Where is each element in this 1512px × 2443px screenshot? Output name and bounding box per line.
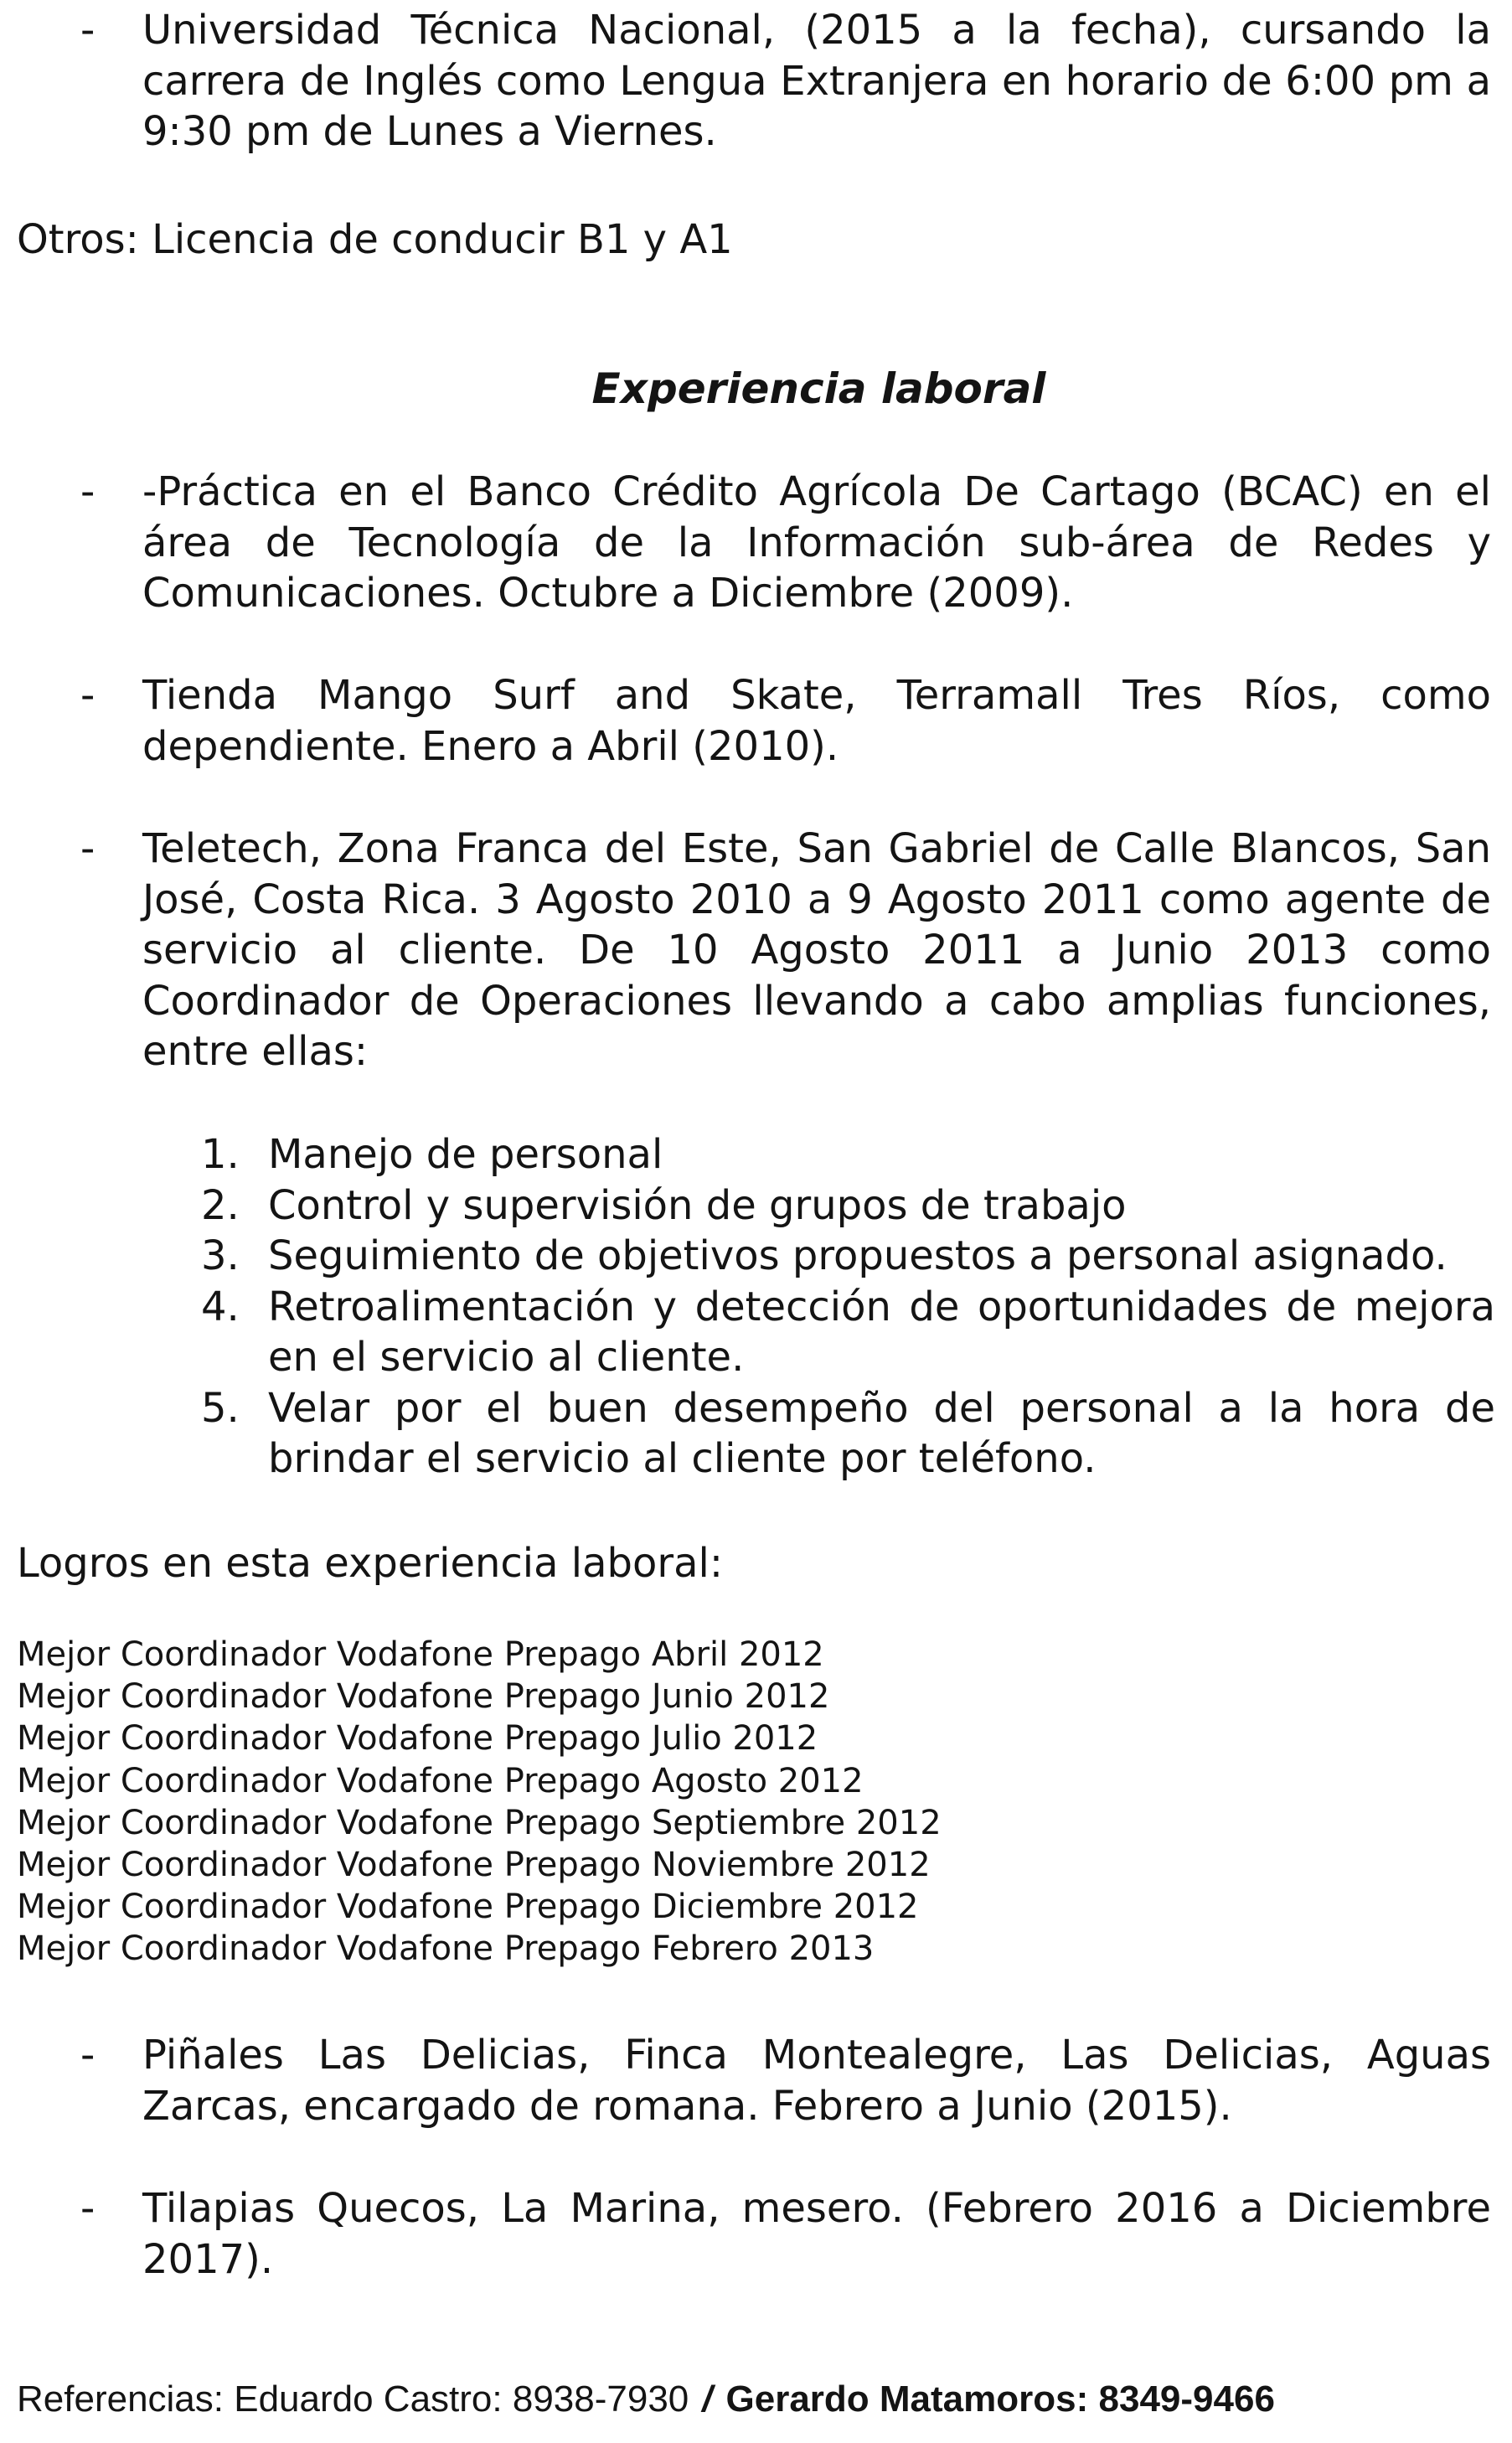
achievement-item: Mejor Coordinador Vodafone Prepago Febrero 2013 (17, 1929, 875, 1969)
bullet-dash: - (80, 672, 95, 719)
function-number: 2. (201, 1181, 240, 1229)
function-item (201, 1383, 1495, 1485)
function-item (201, 1180, 1495, 1232)
job-text: Piñales Las Delicias, Finca Montealegre, Las Delicias, Aguas Zarcas, encargado de romana. Febrero a Junio (2015). (142, 2032, 1491, 2130)
bullet-dash: - (80, 2185, 95, 2232)
others-line: Otros: Licencia de conducir B1 y A1 (17, 216, 733, 263)
function-number: 3. (201, 1232, 240, 1279)
bullet-dash: - (80, 7, 95, 54)
function-item (201, 1129, 1495, 1180)
function-text: Retroalimentación y detección de oportunidades de mejora en el servicio al cliente. (268, 1283, 1495, 1381)
job-text: Tienda Mango Surf and Skate, Terramall Tres Ríos, como dependiente. Enero a Abril (2010). (142, 672, 1491, 770)
achievement-item: Mejor Coordinador Vodafone Prepago Noviembre 2012 (17, 1846, 931, 1885)
bullet-dash: - (80, 2032, 95, 2079)
achievement-item: Mejor Coordinador Vodafone Prepago Julio 2012 (17, 1719, 818, 1759)
job-text: Teletech, Zona Franca del Este, San Gabriel de Calle Blancos, San José, Costa Rica. 3 Agosto 2010 a 9 Agosto 2011 como agente de servicio al cliente. De 10 Agosto 2011 a Junio 2013 como Coordinador de Operaciones llevando a cabo amplias funciones, entre ellas: (142, 825, 1491, 1075)
achievements-label: Logros en esta experiencia laboral: (17, 1540, 724, 1587)
job-text: Tilapias Quecos, La Marina, mesero. (Febrero 2016 a Diciembre 2017). (142, 2185, 1491, 2283)
function-text: Control y supervisión de grupos de trabajo (268, 1181, 1127, 1229)
function-number: 5. (201, 1384, 240, 1432)
bullet-dash: - (80, 825, 95, 872)
achievement-item: Mejor Coordinador Vodafone Prepago Junio 2012 (17, 1677, 830, 1717)
function-text: Manejo de personal (268, 1131, 663, 1178)
function-text: Velar por el buen desempeño del personal a la hora de brindar el servicio al cliente por teléfono. (268, 1384, 1495, 1482)
function-item (201, 1282, 1495, 1383)
education-text: Universidad Técnica Nacional, (2015 a la fecha), cursando la carrera de Inglés como Lengua Extranjera en horario de 6:00 pm a 9:30 pm de Lunes a Viernes. (142, 7, 1491, 155)
achievements-list (17, 1634, 942, 1970)
section-heading-experience: Experiencia laboral (591, 364, 1046, 413)
function-number: 1. (201, 1131, 240, 1178)
references-separator: / (702, 2378, 713, 2420)
achievement-item: Mejor Coordinador Vodafone Prepago Septiembre 2012 (17, 1803, 942, 1842)
references-first: Referencias: Eduardo Castro: 8938-7930 (17, 2378, 689, 2420)
achievement-item: Mejor Coordinador Vodafone Prepago Abril 2012 (17, 1635, 824, 1674)
function-item (201, 1231, 1495, 1282)
job-text: -Práctica en el Banco Crédito Agrícola De Cartago (BCAC) en el área de Tecnología de la Información sub-área de Redes y Comunicaciones. Octubre a Diciembre (2009). (142, 468, 1491, 617)
function-number: 4. (201, 1283, 240, 1330)
function-text: Seguimiento de objetivos propuestos a personal asignado. (268, 1232, 1447, 1279)
achievement-item: Mejor Coordinador Vodafone Prepago Agosto 2012 (17, 1761, 864, 1800)
references-second: Gerardo Matamoros: 8349-9466 (725, 2378, 1275, 2420)
functions-list (201, 1129, 1495, 1485)
references-line (17, 2376, 1275, 2423)
achievement-item: Mejor Coordinador Vodafone Prepago Diciembre 2012 (17, 1888, 919, 1927)
bullet-dash: - (80, 468, 95, 515)
